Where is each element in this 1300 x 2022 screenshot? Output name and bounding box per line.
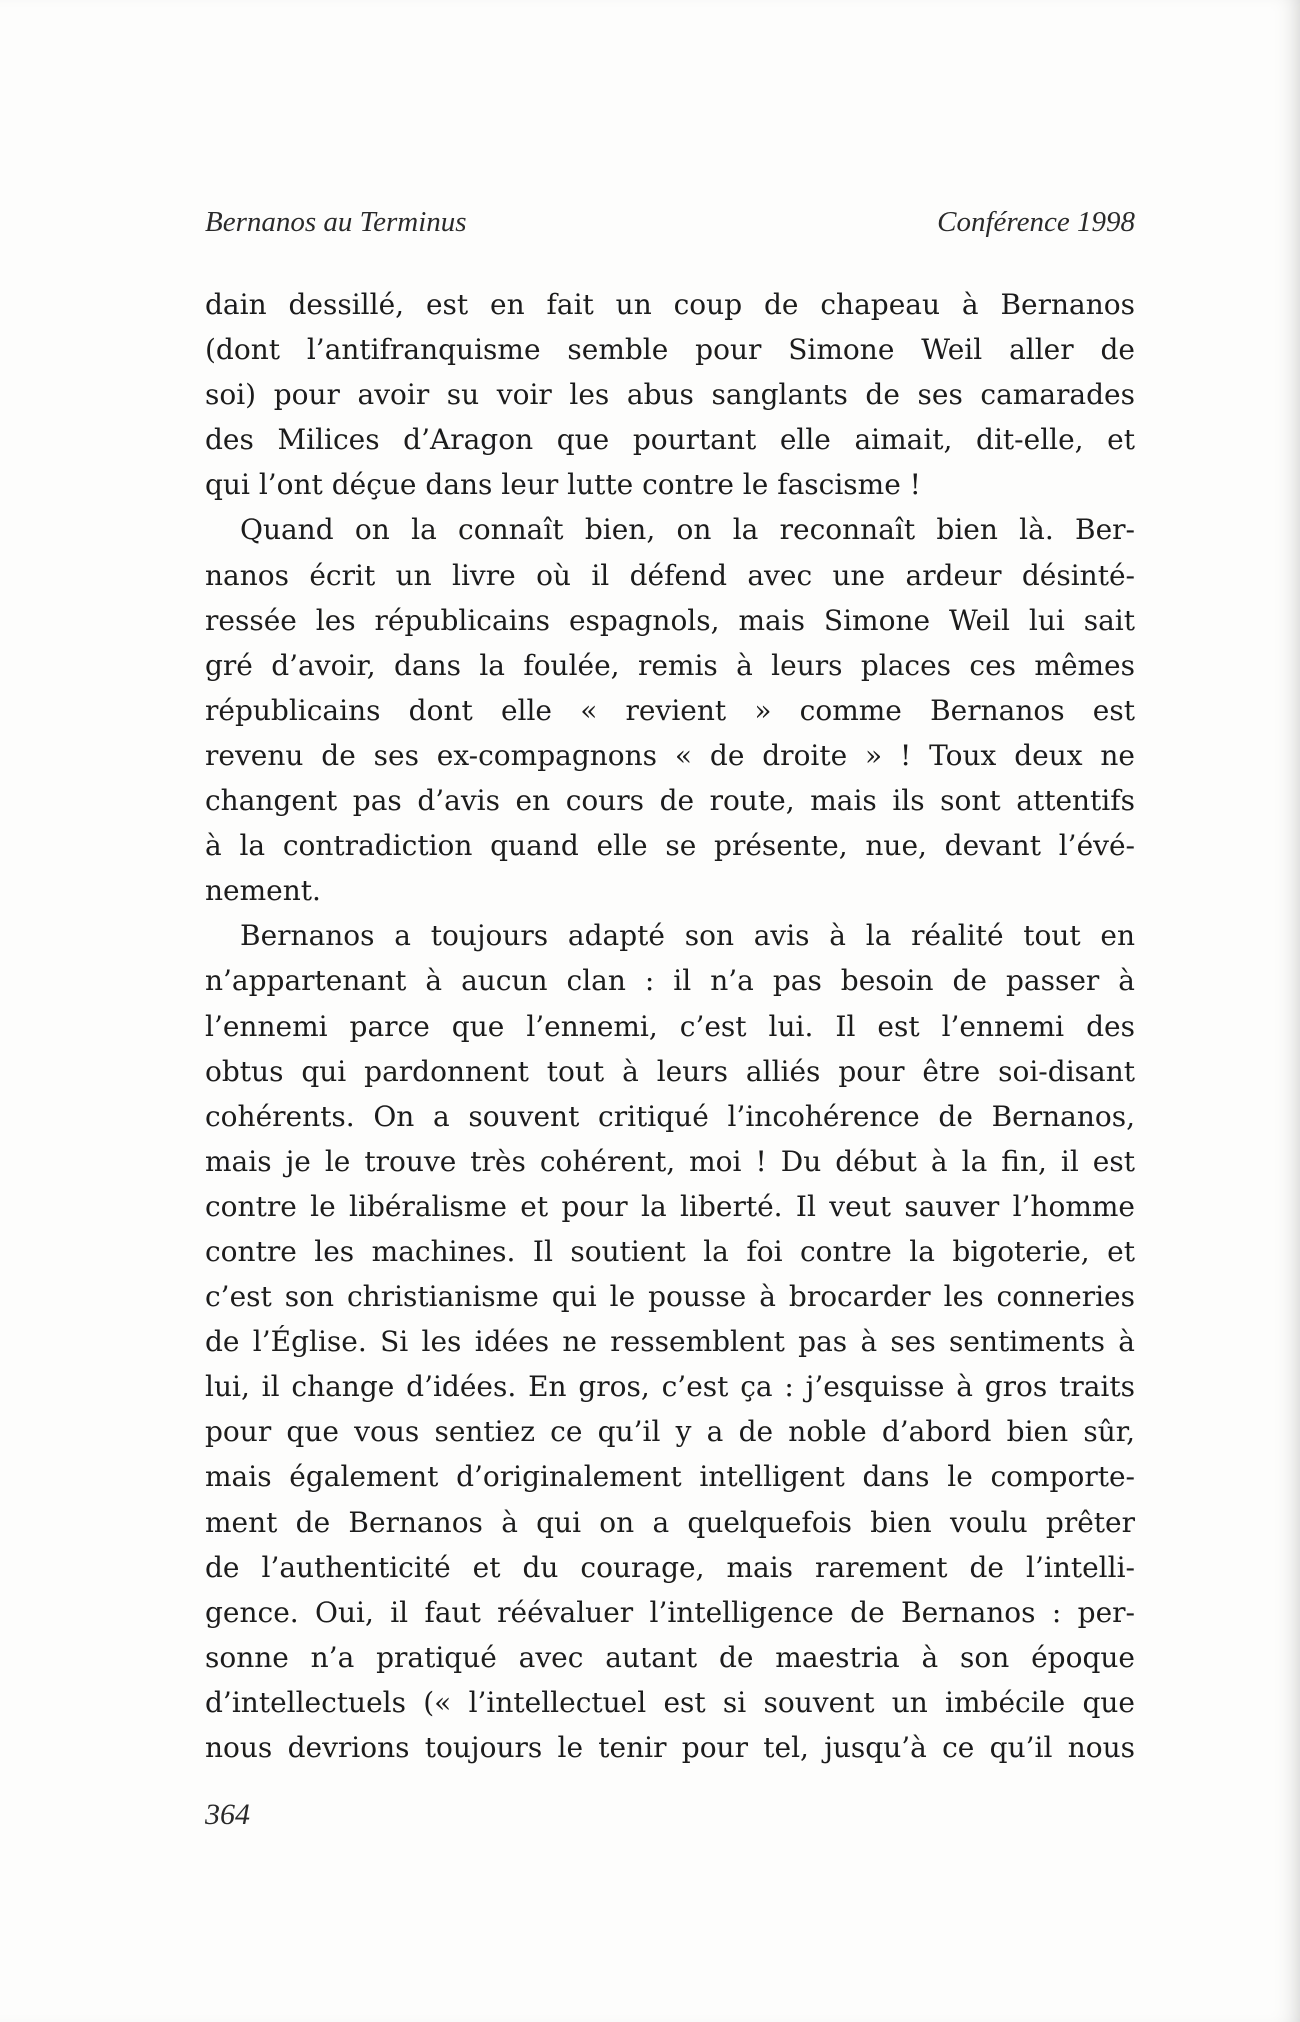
text-line: gence. Oui, il faut réévaluer l’intelligence de Bernanos : per- xyxy=(205,1595,1135,1629)
text-line: Bernanos a toujours adapté son avis à la réalité tout en xyxy=(240,919,1135,953)
running-head-title: Bernanos au Terminus xyxy=(205,206,467,238)
text-line: soi) pour avoir su voir les abus sanglants de ses camarades xyxy=(205,378,1135,412)
text-line: lui, il change d’idées. En gros, c’est ça : j’esquisse à gros traits xyxy=(205,1370,1135,1404)
text-line: (dont l’antifranquisme semble pour Simone Weil aller de xyxy=(205,333,1135,367)
text-line: nanos écrit un livre où il défend avec une ardeur désinté- xyxy=(205,558,1135,592)
text-line: dain dessillé, est en fait un coup de chapeau à Bernanos xyxy=(205,288,1135,321)
text-line: de l’Église. Si les idées ne ressemblent pas à ses sentiments à xyxy=(205,1325,1135,1359)
text-line: mais je le trouve très cohérent, moi ! Du début à la fin, il est xyxy=(205,1144,1135,1178)
text-line: ment de Bernanos à qui on a quelquefois bien voulu prêter xyxy=(205,1505,1135,1539)
text-line: revenu de ses ex-compagnons « de droite » ! Toux deux ne xyxy=(205,738,1135,772)
text-line: républicains dont elle « revient » comme Bernanos est xyxy=(205,693,1135,727)
text-line: l’ennemi parce que l’ennemi, c’est lui. Il est l’ennemi des xyxy=(205,1009,1135,1043)
page-number: 364 xyxy=(205,1798,250,1831)
text-line: gré d’avoir, dans la foulée, remis à leurs places ces mêmes xyxy=(205,648,1135,682)
text-line: à la contradiction quand elle se présente, nue, devant l’évé- xyxy=(205,829,1135,863)
running-head xyxy=(205,206,1135,246)
text-line: changent pas d’avis en cours de route, mais ils sont attentifs xyxy=(205,784,1135,818)
text-line: c’est son christianisme qui le pousse à brocarder les conneries xyxy=(205,1280,1135,1314)
body-text xyxy=(205,282,1135,1770)
text-line: Quand on la connaît bien, on la reconnaît bien là. Ber- xyxy=(240,513,1135,547)
text-line: nous devrions toujours le tenir pour tel, jusqu’à ce qu’il nous xyxy=(205,1731,1135,1764)
text-line: pour que vous sentiez ce qu’il y a de noble d’abord bien sûr, xyxy=(205,1415,1135,1449)
text-line: contre le libéralisme et pour la liberté. Il veut sauver l’homme xyxy=(205,1189,1135,1223)
text-line: contre les machines. Il soutient la foi contre la bigoterie, et xyxy=(205,1234,1135,1268)
text-line: des Milices d’Aragon que pourtant elle aimait, dit-elle, et xyxy=(205,423,1135,457)
text-line: obtus qui pardonnent tout à leurs alliés pour être soi-disant xyxy=(205,1054,1135,1088)
running-head-section: Conférence 1998 xyxy=(937,206,1135,238)
text-line: cohérents. On a souvent critiqué l’incohérence de Bernanos, xyxy=(205,1099,1135,1133)
text-line: mais également d’originalement intelligent dans le comporte- xyxy=(205,1460,1135,1494)
text-line: d’intellectuels (« l’intellectuel est si souvent un imbécile que xyxy=(205,1685,1135,1719)
text-line: de l’authenticité et du courage, mais rarement de l’intelli- xyxy=(205,1550,1135,1584)
text-line: n’appartenant à aucun clan : il n’a pas besoin de passer à xyxy=(205,964,1135,998)
text-line: qui l’ont déçue dans leur lutte contre le fascisme ! xyxy=(205,468,921,502)
text-line: nement. xyxy=(205,874,321,908)
text-line: ressée les républicains espagnols, mais Simone Weil lui sait xyxy=(205,603,1135,637)
text-line: sonne n’a pratiqué avec autant de maestria à son époque xyxy=(205,1640,1135,1674)
